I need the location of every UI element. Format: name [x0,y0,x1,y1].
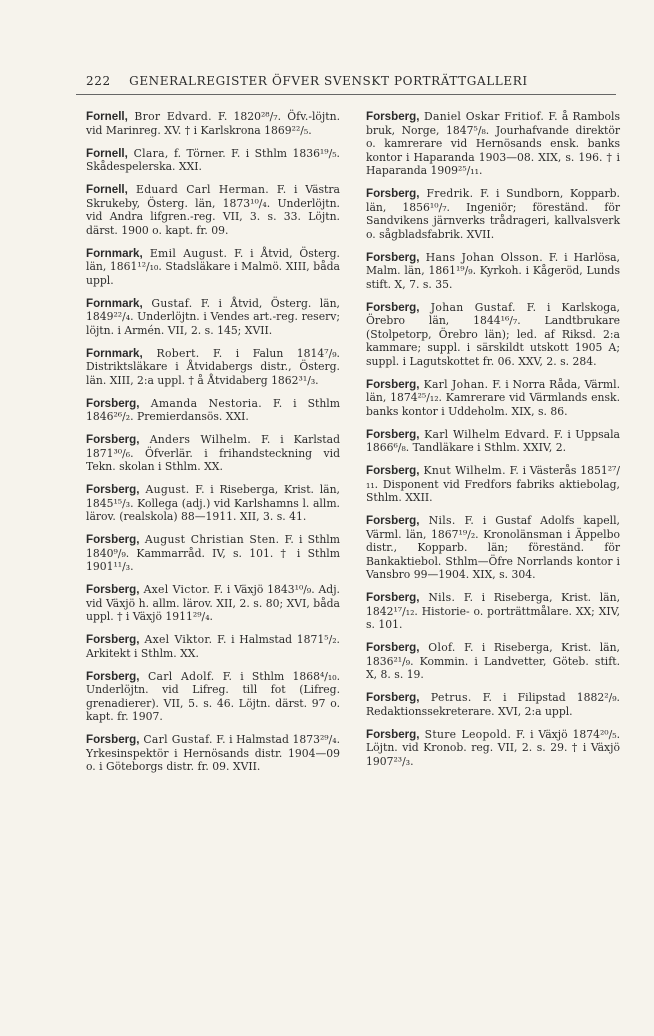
register-entry [86,633,340,660]
register-entry [366,591,620,632]
entry-text: F. i Karlskoga, Örebro län, 1844¹⁶/₇. Landtbrukare (Stolpetorp, Örebro län); led. af Riksd. 2:a kammare; suppl. i särskildt utskott 1905 A; suppl. i Lagutskottet fr. 06. XXV, 2. s. 284. [366,300,620,368]
entry-given-name: Knut Wilhelm. [419,464,506,477]
entry-surname: Forsberg, [86,633,140,646]
entry-given-name: Axel Victor. [139,583,211,596]
entry-surname: Forsberg, [366,691,420,704]
entry-given-name: Fredrik. [419,187,474,200]
entry-surname: Forsberg, [86,396,140,410]
entry-surname: Forsberg, [366,250,420,264]
entry-text: F. i Sthlm 1846²⁶/₂. Premierdansös. XXI. [86,396,340,423]
entry-given-name: Robert. [142,346,200,360]
entry-text: f. Törner. F. i Sthlm 1836¹⁹/₅. Skådespelerska. XXI. [86,146,340,173]
entry-surname: Forsberg, [366,464,420,477]
entry-surname: Forsberg, [86,583,140,596]
entry-given-name: Axel Viktor. [139,633,213,646]
entry-given-name: Emil August. [142,246,228,260]
left-column [86,110,340,783]
entry-text: F. i Riseberga, Krist. län, 1845¹⁵/₃. Kollega (adj.) vid Karlshamns l. allm. lärov. (realskola) 88—1911. XII, 3. s. 41. [86,483,340,523]
register-entry [366,641,620,682]
register-entry [366,378,620,419]
register-entry [366,428,620,455]
entry-text: F. i Sthlm 1868⁴/₁₀. Underlöjtn. vid Lifreg. till fot (Lifreg. grenadierer). VII, 5. s. 46. Löjtn. därst. 97 o. kapt. fr. 1907. [86,669,341,723]
entry-given-name: Karl Wilhelm Edvard. [419,427,550,441]
entry-surname: Fornell, [86,183,128,196]
page-number: 222 [86,74,111,88]
entry-given-name: Gustaf. [142,296,193,310]
register-entry [86,433,340,474]
entry-given-name: Olof. [419,641,456,654]
entry-given-name: Anders Wilhelm. [139,433,252,446]
entry-text: F. å Rambols bruk, Norge, 1847⁵/₈. Jourhafvande direktör o. kamrerare vid Hernösands ensk. banks kontor i Haparanda 1903—08. XIX, s. 196. † i Haparanda 1909²⁵/₁₁. [366,110,620,177]
register-entry [86,733,340,774]
entry-surname: Forsberg, [86,669,140,683]
register-entry [86,347,340,388]
register-entry [86,583,340,624]
entry-surname: Forsberg, [366,727,420,741]
entry-text: F. i Sundborn, Kopparb. län, 1856¹⁰/₇. Ingeniör; föreständ. för Sandvikens järnverks trådrageri, kallvalsverk o. sågbladsfabrik. XVII. [366,187,620,241]
entry-given-name: Daniel Oskar Fritiof. [419,110,545,123]
entry-surname: Forsberg, [86,433,140,446]
entry-text: F. i Harlösa, Malm. län, 1861¹⁹/₉. Kyrkoh. i Kågeröd, Lunds stift. X, 7. s. 35. [366,250,620,291]
register-entry [366,301,620,369]
entry-given-name: Eduard Carl Herman. [127,183,270,196]
register-entry [86,147,340,174]
register-entry [86,183,340,237]
entry-text: F. i Riseberga, Krist. län, 1836²¹/₉. Kommin. i Landvetter, Göteb. stift. X, 8. s. 19. [366,641,620,681]
entry-text: F. i Halmstad 1871⁵/₂. Arkitekt i Sthlm. XX. [86,633,340,660]
entry-text: F. 1820²⁸/₇. Öfv.-löjtn. vid Marinreg. XV. † i Karlskrona 1869²²/₅. [86,110,341,137]
header-rule [76,94,616,95]
entry-surname: Fornmark, [86,346,143,360]
entry-given-name: Clara, [127,146,169,160]
entry-surname: Forsberg, [366,641,420,654]
entry-surname: Forsberg, [366,427,420,441]
entry-text: F. i Falun 1814⁷/₉. Distriktsläkare i Åtvidabergs distr., Österg. län. XIII, 2:a uppl. † å Åtvidaberg 1862³¹/₃. [86,346,340,387]
entry-text: F. i Växjö 1874²⁰/₅. Löjtn. vid Kronob. reg. VII, 2. s. 29. † i Växjö 1907²³/₃. [366,727,620,768]
entry-text: F. i Uppsala 1866⁶/₈. Tandläkare i Sthlm. XXIV, 2. [366,427,620,454]
entry-given-name: August. [139,483,190,496]
entry-text: F. i Västra Skrukeby, Österg. län, 1873¹⁰/₄. Underlöjtn. vid Andra lifgren.-reg. VII, 3. s. 33. Löjtn. därst. 1900 o. kapt. fr. 09. [86,183,340,237]
entry-given-name: Nils. [419,591,456,604]
entry-given-name: Karl Johan. [419,377,489,391]
right-column [366,110,620,778]
entry-surname: Forsberg, [366,187,420,200]
entry-text: F. i Gustaf Adolfs kapell, Värml. län, 1867¹⁹/₂. Kronolänsman i Äppelbo distr., Kopparb. län; föreständ. för Bankaktiebol. Sthlm—Öfre Norrlands kontor i Vansbro 99—1904. XIX, s. 304. [366,514,620,581]
page-header [86,74,612,88]
register-entry [366,691,620,718]
entry-text: F. i Filipstad 1882²/₉. Redaktionssekreterare. XVI, 2:a uppl. [366,691,620,718]
entry-text: F. i Karlstad 1871³⁰/₆. Öfverlär. i frihandsteckning vid Tekn. skolan i Sthlm. XX. [86,433,340,473]
entry-text: F. i Halmstad 1873²⁹/₄. Yrkesinspektör i Hernösands distr. 1904—09 o. i Göteborgs distr. fr. 09. XVII. [86,733,340,773]
entry-given-name: Amanda Nestoria. [139,396,262,410]
entry-text: F. i Växjö 1843¹⁰/₉. Adj. vid Växjö h. allm. lärov. XII, 2. s. 80; XVI, båda uppl. † i Växjö 1911²⁹/₄. [86,583,340,623]
entry-surname: Forsberg, [366,514,420,527]
entry-surname: Fornmark, [86,246,143,260]
entry-given-name: Bror Edvard. [127,110,212,123]
register-entry [86,397,340,424]
register-entry [86,670,340,724]
entry-given-name: Hans Johan Olsson. [419,250,543,264]
entry-given-name: Carl Gustaf. [139,733,213,746]
register-entry [366,251,620,292]
register-entry [86,297,340,338]
entry-surname: Forsberg, [86,533,140,546]
entry-text: F. i Sthlm 1840⁹/₉. Kammarråd. IV, s. 101. † i Sthlm 1901¹¹/₃. [86,533,340,573]
register-entry [86,247,340,288]
running-title: GENERALREGISTER ÖFVER SVENSKT PORTRÄTTGALLERI [129,74,528,88]
register-entry [366,110,620,178]
register-entry [366,464,620,505]
entry-surname: Fornell, [86,146,128,160]
entry-given-name: Sture Leopold. [419,727,512,741]
register-entry [366,514,620,582]
entry-surname: Forsberg, [366,110,420,123]
entry-surname: Forsberg, [366,377,420,391]
register-entry [86,110,340,137]
entry-text: F. i Åtvid, Österg. län, 1861¹²/₁₀. Stadsläkare i Malmö. XIII, båda uppl. [86,246,340,287]
entry-text: F. i Åtvid, Österg. län, 1849²²/₄. Underlöjtn. i Vendes art.-reg. reserv; löjtn. i Armén. VII, 2. s. 145; XVII. [86,296,340,337]
entry-given-name: August Christian Sten. [139,533,280,546]
entry-surname: Forsberg, [366,591,420,604]
entry-given-name: Johan Gustaf. [419,300,516,314]
entry-given-name: Carl Adolf. [139,669,215,683]
entry-text: F. i Norra Råda, Värml. län, 1874²⁵/₁₂. Kamrerare vid Värmlands ensk. banks kontor i Uddeholm. XIX, s. 86. [366,377,621,418]
entry-surname: Fornmark, [86,296,143,310]
entry-surname: Forsberg, [86,483,140,496]
register-entry [366,187,620,241]
register-entry [86,483,340,524]
entry-surname: Forsberg, [366,300,420,314]
entry-text: F. i Riseberga, Krist. län, 1842¹⁷/₁₂. Historie- o. porträttmålare. XX; XIV, s. 101. [366,591,620,631]
register-entry [86,533,340,574]
entry-given-name: Petrus. [419,691,472,704]
entry-surname: Forsberg, [86,733,140,746]
entry-text: F. i Västerås 1851²⁷/₁₁. Disponent vid Fredfors fabriks aktiebolag, Sthlm. XXII. [366,464,620,504]
register-entry [366,728,620,769]
entry-surname: Fornell, [86,110,128,123]
entry-given-name: Nils. [419,514,456,527]
